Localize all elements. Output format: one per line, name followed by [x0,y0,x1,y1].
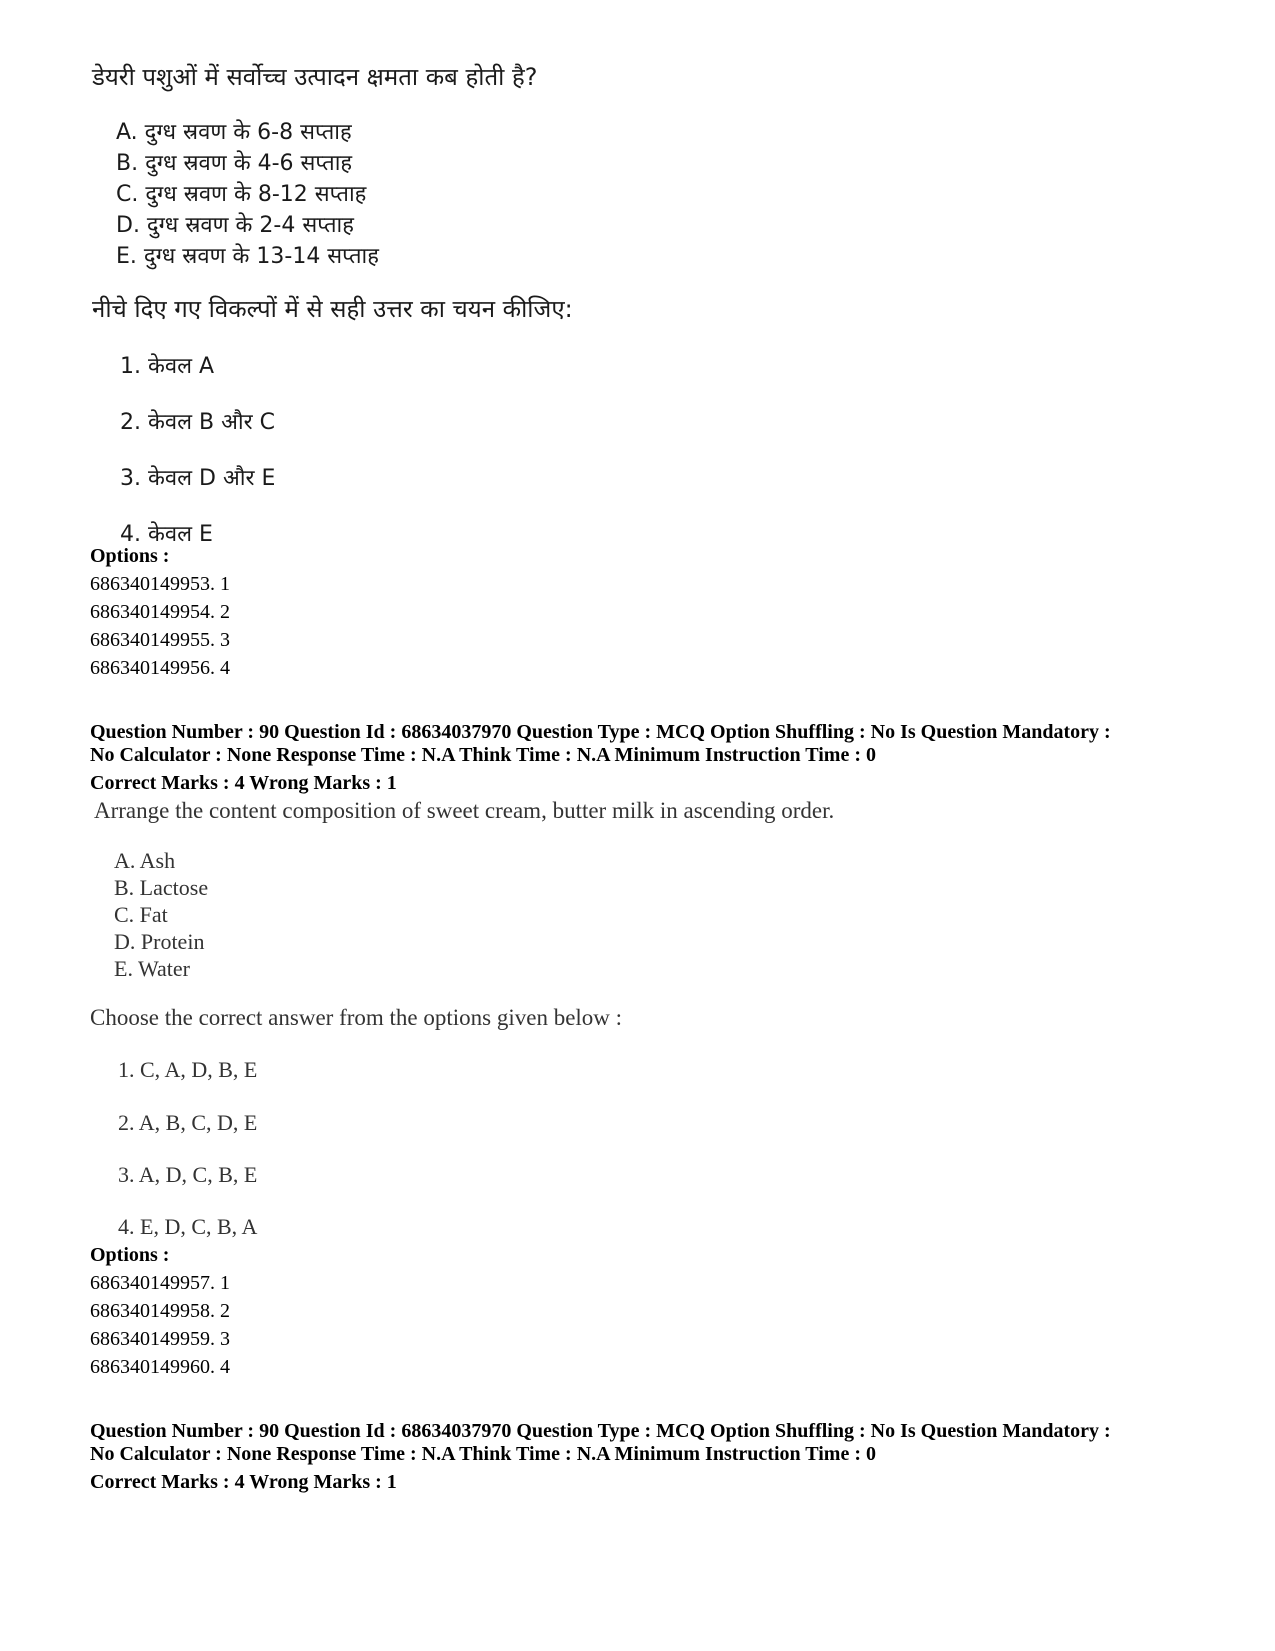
option-id: 686340149953. 1 [90,573,230,595]
option-id: 686340149955. 3 [90,629,230,651]
statement-item: C. Fat [114,902,168,927]
question-meta-line: No Calculator : None Response Time : N.A Think Time : N.A Minimum Instruction Time : 0 [90,744,876,766]
answer-choice: 1. C, A, D, B, E [118,1057,258,1082]
statement-item: A. Ash [114,848,176,873]
question-text-hindi: डेयरी पशुओं में सर्वोच्च उत्पादन क्षमता कब होती है? [92,63,538,91]
instruction-text: Choose the correct answer from the options given below : [90,1005,623,1030]
statement-item: E. दुग्ध स्रवण के 13-14 सप्ताह [116,244,379,269]
answer-choice: 4. केवल E [120,522,213,547]
answer-choice: 4. E, D, C, B, A [118,1214,258,1239]
options-label: Options : [90,1244,170,1266]
answer-choice: 2. A, B, C, D, E [118,1110,258,1135]
statement-item: E. Water [114,956,191,981]
option-id: 686340149954. 2 [90,601,230,623]
marks-line: Correct Marks : 4 Wrong Marks : 1 [90,772,397,794]
option-id: 686340149960. 4 [90,1356,230,1378]
question-meta-line: Question Number : 90 Question Id : 68634037970 Question Type : MCQ Option Shuffling : No Is Question Mandatory : [90,721,1111,743]
statement-item: B. Lactose [114,875,209,900]
answer-choice: 3. केवल D और E [120,466,276,491]
statement-item: A. दुग्ध स्रवण के 6-8 सप्ताह [116,120,352,145]
option-id: 686340149959. 3 [90,1328,230,1350]
statement-item: D. दुग्ध स्रवण के 2-4 सप्ताह [116,213,354,238]
answer-choice: 3. A, D, C, B, E [118,1162,258,1187]
option-id: 686340149957. 1 [90,1272,230,1294]
options-label: Options : [90,545,170,567]
answer-choice: 1. केवल A [120,354,215,379]
answer-choice: 2. केवल B और C [120,410,275,435]
option-id: 686340149958. 2 [90,1300,230,1322]
question-meta-line: No Calculator : None Response Time : N.A Think Time : N.A Minimum Instruction Time : 0 [90,1443,876,1465]
statement-item: D. Protein [114,929,205,954]
instruction-text-hindi: नीचे दिए गए विकल्पों में से सही उत्तर का चयन कीजिए: [92,295,573,323]
marks-line: Correct Marks : 4 Wrong Marks : 1 [90,1471,397,1493]
statement-item: B. दुग्ध स्रवण के 4-6 सप्ताह [116,151,353,176]
question-text: Arrange the content composition of sweet cream, butter milk in ascending order. [94,798,835,823]
option-id: 686340149956. 4 [90,657,230,679]
statement-item: C. दुग्ध स्रवण के 8-12 सप्ताह [116,182,367,207]
question-meta-line: Question Number : 90 Question Id : 68634037970 Question Type : MCQ Option Shuffling : No Is Question Mandatory : [90,1420,1111,1442]
